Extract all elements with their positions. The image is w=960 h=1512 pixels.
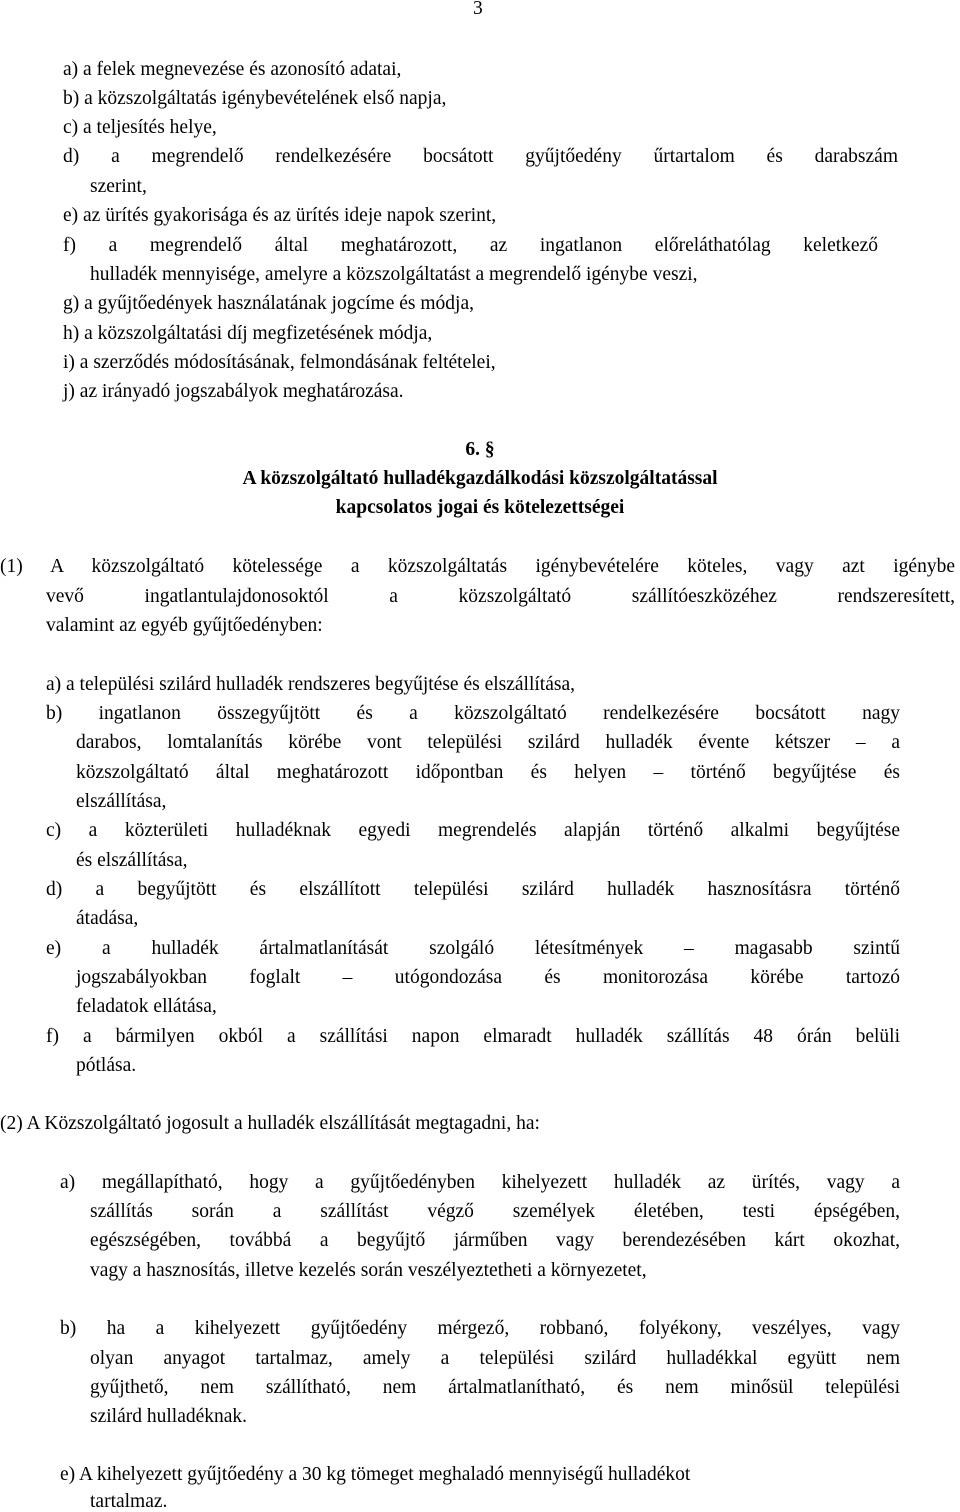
list-item: b) a közszolgáltatás igénybevételének első napja, — [63, 88, 447, 109]
list-item: gyűjthető, nem szállítható, nem ártalmatlanítható, és nem minősül települési — [90, 1377, 900, 1398]
list-item: szállítás során a szállítást végző személyek életében, testi épségében, — [90, 1201, 900, 1222]
list-item: j) az irányadó jogszabályok meghatározása. — [63, 381, 404, 402]
list-item: g) a gyűjtőedények használatának jogcíme és módja, — [63, 293, 474, 314]
list-item: egészségében, továbbá a begyűjtő járműben vagy berendezésében kárt okozhat, — [90, 1230, 900, 1251]
list-item: b) ha a kihelyezett gyűjtőedény mérgező, robbanó, folyékony, veszélyes, vagy — [60, 1318, 900, 1339]
list-item: közszolgáltató által meghatározott időpontban és helyen – történő begyűjtése és — [76, 762, 900, 783]
list-item: a) megállapítható, hogy a gyűjtőedényben kihelyezett hulladék az ürítés, vagy a — [60, 1172, 900, 1193]
paragraph-line: vevő ingatlantulajdonosoktól a közszolgáltató szállítóeszközéhez rendszeresített, — [46, 586, 955, 607]
list-item: c) a közterületi hulladéknak egyedi megrendelés alapján történő alkalmi begyűjtése — [46, 820, 900, 841]
list-item: e) az ürítés gyakorisága és az ürítés ideje napok szerint, — [63, 205, 497, 226]
section-number: 6. § — [465, 439, 495, 460]
paragraph-line: (2) A Közszolgáltató jogosult a hulladék elszállítását megtagadni, ha: — [0, 1113, 540, 1134]
list-item: elszállítása, — [76, 791, 167, 812]
list-item: d) a megrendelő rendelkezésére bocsátott gyűjtőedény űrtartalom és darabszám — [63, 146, 898, 167]
list-item: a) a települési szilárd hulladék rendszeres begyűjtése és elszállítása, — [46, 674, 575, 695]
list-item: szerint, — [90, 176, 147, 197]
list-item: szilárd hulladéknak. — [90, 1406, 248, 1427]
list-item: a) a felek megnevezése és azonosító adatai, — [63, 59, 402, 80]
list-item: és elszállítása, — [76, 850, 188, 871]
list-item: c) a teljesítés helye, — [63, 117, 217, 138]
section-title: A közszolgáltató hulladékgazdálkodási közszolgáltatással — [242, 468, 718, 489]
list-item: tartalmaz. — [90, 1491, 168, 1512]
list-item: i) a szerződés módosításának, felmondásának feltételei, — [63, 352, 496, 373]
list-item: f) a megrendelő által meghatározott, az ingatlanon előreláthatólag keletkező — [63, 235, 878, 256]
list-item: h) a közszolgáltatási díj megfizetésének módja, — [63, 323, 433, 344]
list-item: f) a bármilyen okból a szállítási napon elmaradt hulladék szállítás 48 órán belüli — [46, 1026, 900, 1047]
list-item: b) ingatlanon összegyűjtött és a közszolgáltató rendelkezésére bocsátott nagy — [46, 703, 900, 724]
list-item: darabos, lomtalanítás körébe vont települési szilárd hulladék évente kétszer – a — [76, 732, 900, 753]
paragraph-line: (1) A közszolgáltató kötelessége a közszolgáltatás igénybevételére köteles, vagy azt igénybe — [0, 556, 955, 577]
list-item: jogszabályokban foglalt – utógondozása és monitorozása körébe tartozó — [76, 967, 900, 988]
list-item: e) A kihelyezett gyűjtőedény a 30 kg tömeget meghaladó mennyiségű hulladékot — [60, 1464, 691, 1485]
list-item: pótlása. — [76, 1055, 137, 1076]
page-number: 3 — [473, 0, 483, 19]
list-item: feladatok ellátása, — [76, 996, 217, 1017]
list-item: d) a begyűjtött és elszállított települési szilárd hulladék hasznosításra történő — [46, 879, 900, 900]
list-item: e) a hulladék ártalmatlanítását szolgáló létesítmények – magasabb szintű — [46, 938, 900, 959]
paragraph-line: valamint az egyéb gyűjtőedényben: — [46, 615, 323, 636]
list-item: olyan anyagot tartalmaz, amely a települési szilárd hulladékkal együtt nem — [90, 1348, 900, 1369]
section-title: kapcsolatos jogai és kötelezettségei — [335, 497, 625, 518]
list-item: átadása, — [76, 908, 139, 929]
list-item: vagy a hasznosítás, illetve kezelés során veszélyeztetheti a környezetet, — [90, 1260, 647, 1281]
list-item: hulladék mennyisége, amelyre a közszolgáltatást a megrendelő igénybe veszi, — [90, 264, 698, 285]
